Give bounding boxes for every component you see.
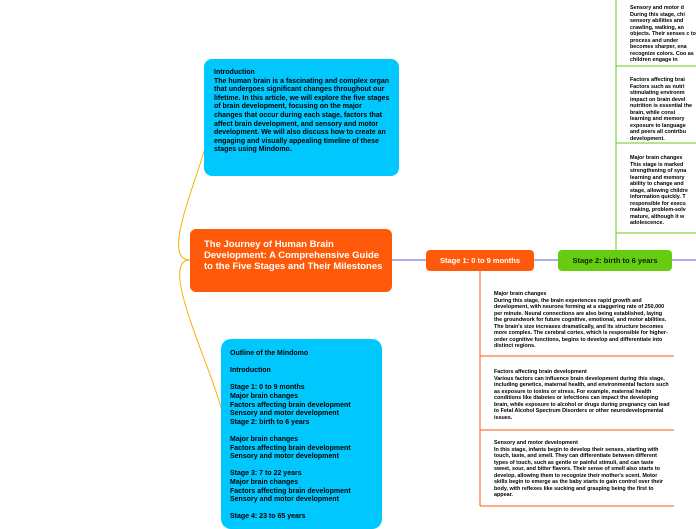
outline-line: [230, 462, 374, 471]
outline-line: Sensory and motor development: [230, 410, 339, 418]
stage-2-major-brain-changes[interactable]: [630, 155, 696, 227]
topic-title: Sensory and motor development: [494, 440, 578, 446]
stage-1-label: Stage 1: 0 to 9 months: [439, 256, 520, 265]
topic-title: Factors affecting brain development: [494, 369, 587, 375]
topic-text: During this stage, chi sensory abilities and crawling, walking, an objects. Their senses c to process and under becomes sharper, ena recognize colors. Coo as children engage in: [630, 11, 696, 63]
outline-line: Sensory and motor development: [230, 453, 339, 461]
stage-1-factors-affecting[interactable]: [494, 369, 670, 421]
central-topic-title: The Journey of Human Brain Development: A Comprehensive Guide to the Five Stages and Their Milestones: [204, 239, 383, 272]
stage-1-node[interactable]: [426, 250, 534, 271]
outline-line: Sensory and motor development: [230, 496, 339, 504]
topic-title: Factors affecting brai: [630, 77, 685, 83]
stage-2-label: Stage 2: birth to 6 years: [572, 256, 658, 265]
outline-line: Factors affecting brain development: [230, 487, 351, 495]
outline-line: Stage 1: 0 to 9 months: [230, 384, 305, 392]
outline-line: Factors affecting brain development: [230, 401, 351, 409]
outline-line: [230, 376, 374, 385]
outline-line: [230, 359, 374, 368]
outline-line: [230, 505, 374, 514]
stage-2-factors-affecting[interactable]: [630, 77, 696, 141]
topic-text: Factors such as nutri stimulating environm impact on brain devel nutrition is essential the brain, while consi learning and memory exposure to language and peers all contribu development.: [630, 83, 693, 141]
outline-node[interactable]: [221, 339, 382, 529]
introduction-text: The human brain is a fascinating and complex organ that undergoes significant changes throughout our lifetime. In this article, we will explore the five stages of brain development, focusing on the major changes that occur during each stage, factors that affect brain development, and sensory and motor development. We will also discuss how to create an engaging and visually appealing timeline of these stages using Mindomo.: [214, 77, 390, 154]
topic-title: Sensory and motor d: [630, 5, 684, 11]
topic-text: Various factors can influence brain development during this stage, including genetics, maternal health, and environmental factors such as exposure to toxins or stress. For example, maternal health conditions like diabetes or infections can impact the developing brain, while exposure to alcohol or drugs during pregnancy can lead to Fetal Alcohol Spectrum Disorders or other neurodevelopmental issues.: [494, 375, 670, 421]
outline-line: Stage 2: birth to 6 years: [230, 418, 310, 426]
outline-line: Major brain changes: [230, 392, 299, 400]
outline-line: Introduction: [230, 367, 271, 375]
outline-line: Stage 3: 7 to 22 years: [230, 470, 302, 478]
outline-line: Stage 4: 23 to 65 years: [230, 513, 306, 521]
outline-line: Major brain changes: [230, 478, 299, 486]
topic-title: Major brain changes: [630, 155, 683, 161]
introduction-node[interactable]: [204, 59, 399, 176]
stage-1-sensory-motor[interactable]: [494, 440, 670, 499]
stage-1-major-brain-changes[interactable]: [494, 291, 670, 350]
outline-line: Factors affecting brain development: [230, 444, 351, 452]
topic-text: During this stage, the brain experiences rapid growth and development, with neurons forming at a staggering rate of 250,000 per minute. Neural connections are also being established, laying the groundwork for future cognitive, emotional, and motor abilities. The brain's size increases dramatically, and its structure becomes more complex. The cerebral cortex, which is responsible for higher-order cognitive functions, begins to develop and differentiate into distinct regions.: [494, 297, 668, 349]
stage-2-node[interactable]: [558, 250, 672, 271]
introduction-title: Introduction: [214, 69, 255, 76]
topic-title: Major brain changes: [494, 291, 547, 297]
topic-text: In this stage, infants begin to develop their senses, starting with touch, taste, and smell. They can differentiate between different types of touch, such as gentle or painful stimuli, and can taste sweet, sour, and bitter flavors. Their sense of smell also starts to develop, allowing them to recognize their mother's scent. Motor skills begin to emerge as the baby starts to gain control over their body, with reflexes like sucking and grasping being the first to appear.: [494, 446, 663, 498]
central-topic[interactable]: [190, 229, 392, 292]
outline-line: [230, 427, 374, 436]
outline-line: Outline of the Mindomo: [230, 350, 309, 357]
stage-2-sensory-motor[interactable]: [630, 5, 696, 65]
topic-text: This stage is marked strengthening of syna learning and memory ability to change and stage, allowing childre information quickly. T responsible for execu making, problem-solv mature, although it w adolescence.: [630, 161, 688, 226]
outline-line: Major brain changes: [230, 435, 299, 443]
